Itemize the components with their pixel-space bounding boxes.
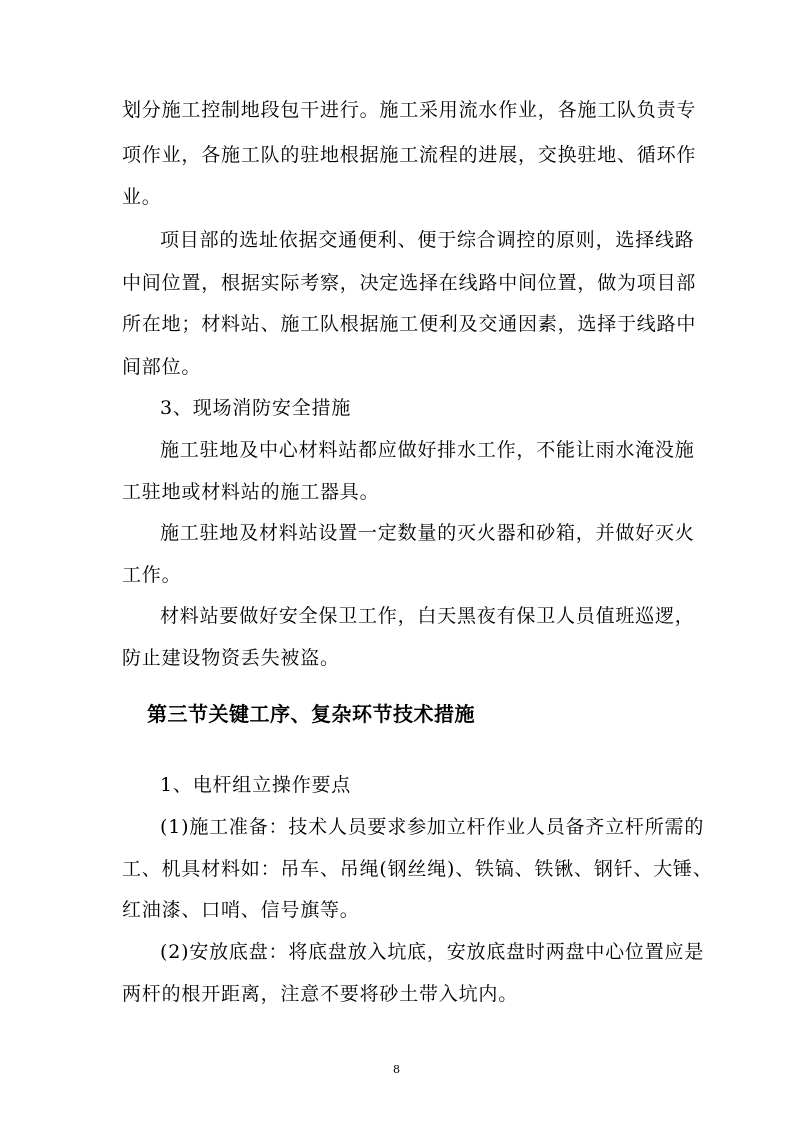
paragraph-line: 项作业，各施工队的驻地根据施工流程的进展，交换驻地、循环作 [122,144,697,166]
page-number: 8 [393,1063,400,1076]
paragraph-line: 划分施工控制地段包干进行。施工采用流水作业，各施工队负责专 [122,99,697,121]
paragraph-line: 业。 [122,186,162,208]
paragraph-line: 间部位。 [122,356,202,378]
paragraph-line: 两杆的根开距离，注意不要将砂土带入坑内。 [122,983,519,1005]
paragraph-line: 材料站要做好安全保卫工作，白天黑夜有保卫人员值班巡逻， [160,605,695,627]
paragraph-line: 防止建设物资丢失被盗。 [122,647,340,669]
subheading: 1、电杆组立操作要点 [160,774,352,796]
paragraph-line: 工作。 [122,564,182,586]
paragraph-line: 施工驻地及中心材料站都应做好排水工作，不能让雨水淹没施 [160,439,695,461]
section-heading: 第三节关键工序、复杂环节技术措施 [147,702,475,726]
paragraph-line: (1)施工准备：技术人员要求参加立杆作业人员备齐立杆所需的 [160,816,705,838]
paragraph-line: 工、机具材料如：吊车、吊绳(钢丝绳)、铁镐、铁锹、钢钎、大锤、 [122,858,713,880]
paragraph-line: 项目部的选址依据交通便利、便于综合调控的原则，选择线路 [160,229,695,251]
paragraph-line: 红油漆、口哨、信号旗等。 [122,899,360,921]
paragraph-line: 工驻地或材料站的施工器具。 [122,481,380,503]
subheading: 3、现场消防安全措施 [160,397,352,419]
paragraph-line: 施工驻地及材料站设置一定数量的灭火器和砂箱，并做好灭火 [160,522,695,544]
paragraph-line: 中间位置，根据实际考察，决定选择在线路中间位置，做为项目部 [122,272,697,294]
paragraph-line: 所在地；材料站、施工队根据施工便利及交通因素，选择于线路中 [122,313,697,335]
paragraph-line: (2)安放底盘：将底盘放入坑底，安放底盘时两盘中心位置应是 [160,941,705,963]
